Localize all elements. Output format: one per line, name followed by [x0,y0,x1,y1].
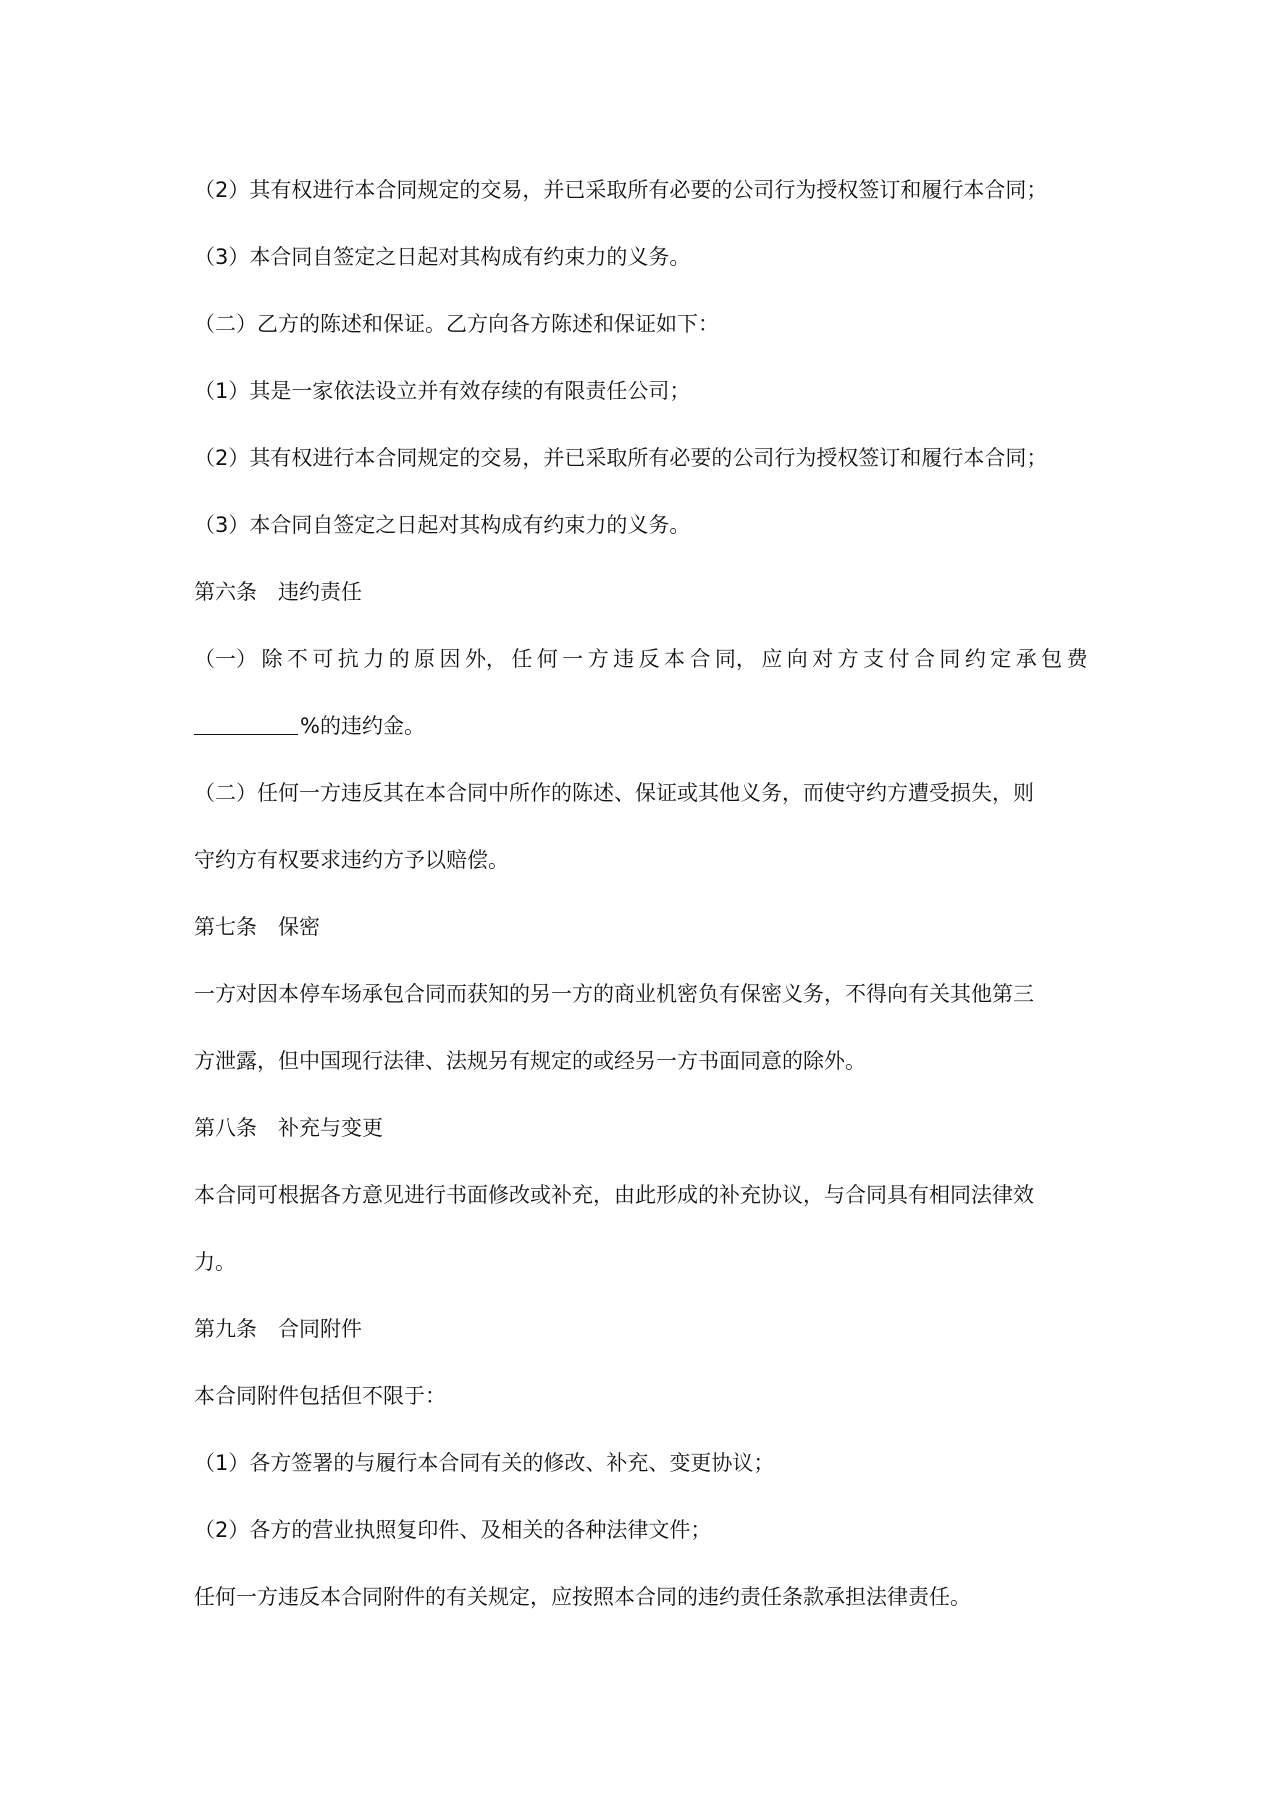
fill-in-blank [194,713,298,735]
paragraph-line: （3）本合同自签定之日起对其构成有约束力的义务。 [194,513,691,537]
text-segment: 约 [964,647,986,671]
text-segment: 反 [638,647,660,671]
text-segment: 承 [1015,647,1037,671]
text-segment: 方 [837,647,859,671]
paragraph-line: 守约方有权要求违约方予以赔偿。 [194,848,509,872]
paragraph-line: 方泄露，但中国现行法律、法规另有规定的或经另一方书面同意的除外。 [194,1049,866,1073]
paragraph-line-justified [194,644,1088,674]
text-segment: 本 [664,647,685,671]
paragraph-line: （3）本合同自签定之日起对其构成有约束力的义务。 [194,245,691,269]
text-segment: 向 [786,647,808,671]
text-segment: 合 [913,647,935,671]
text-segment: 任 [511,647,533,671]
section-heading: 第六条 违约责任 [194,580,362,604]
text-segment: 一 [562,647,584,671]
text-segment: 可 [312,647,334,671]
blank-suffix-text: %的违约金。 [300,714,425,738]
paragraph-line: 力。 [194,1250,236,1274]
text-segment: 应 [761,647,783,671]
section-heading: 第九条 合同附件 [194,1317,362,1341]
paragraph-line: （2）其有权进行本合同规定的交易，并已采取所有必要的公司行为授权签订和履行本合同； [194,446,1048,470]
paragraph-line: 本合同可根据各方意见进行书面修改或补充，由此形成的补充协议，与合同具有相同法律效 [194,1183,1034,1207]
paragraph-line: （二）乙方的陈述和保证。乙方向各方陈述和保证如下： [194,312,719,336]
paragraph-line: （二）任何一方违反其在本合同中所作的陈述、保证或其他义务，而使守约方遭受损失，则 [194,781,1034,805]
text-segment: 不 [286,647,308,671]
text-segment: 定 [990,647,1012,671]
paragraph-line: 一方对因本停车场承包合同而获知的另一方的商业机密负有保密义务，不得向有关其他第三 [194,982,1034,1006]
text-segment: 何 [536,647,558,671]
section-heading: 第八条 补充与变更 [194,1116,383,1140]
paragraph-line: 本合同附件包括但不限于： [194,1384,446,1408]
text-segment: 包 [1041,647,1063,671]
text-segment: 同 [939,647,961,671]
text-segment: （一） [194,647,257,671]
paragraph-line: （1）其是一家依法设立并有效存续的有限责任公司； [194,379,691,403]
text-segment: 方 [587,647,609,671]
paragraph-line: 任何一方违反本合同附件的有关规定，应按照本合同的违约责任条款承担法律责任。 [194,1585,971,1609]
text-segment: 因 [439,647,461,671]
paragraph-line: （2）各方的营业执照复印件、及相关的各种法律文件； [194,1518,712,1542]
paragraph-line: （1）各方签署的与履行本合同有关的修改、补充、变更协议； [194,1451,775,1475]
text-segment: 的 [388,647,410,671]
text-segment: 违 [613,647,635,671]
text-segment: 支 [863,647,885,671]
text-segment: 合 [689,647,711,671]
paragraph-line-with-blank [194,711,1094,741]
text-segment: 外， [464,647,507,671]
text-segment: 除 [261,647,283,671]
section-heading: 第七条 保密 [194,915,320,939]
text-segment: 同， [714,647,757,671]
text-segment: 对 [812,647,834,671]
text-segment: 抗 [337,647,359,671]
text-segment: 力 [363,647,385,671]
paragraph-line: （2）其有权进行本合同规定的交易，并已采取所有必要的公司行为授权签订和履行本合同； [194,178,1048,202]
text-segment: 原 [414,647,436,671]
text-segment: 付 [888,647,910,671]
text-segment: 费 [1066,647,1088,671]
